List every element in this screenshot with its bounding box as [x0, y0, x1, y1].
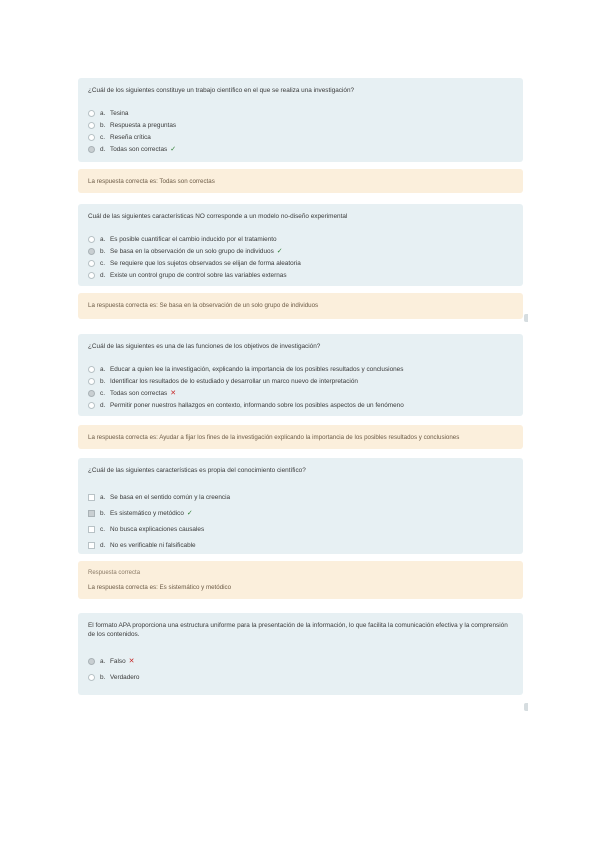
option-letter: b. [100, 247, 106, 255]
option-text: Todas son correctas [110, 389, 168, 397]
radio-button[interactable] [88, 272, 95, 279]
radio-button-selected[interactable] [88, 390, 95, 397]
question-text: ¿Cuál de las siguientes características es propia del conocimiento científico? [88, 467, 306, 474]
answer-option-selected[interactable] [88, 505, 513, 521]
radio-button[interactable] [88, 674, 95, 681]
option-text: Se basa en la observación de un solo grupo de individuos [110, 247, 274, 255]
checkbox[interactable] [88, 494, 95, 501]
answer-options [88, 107, 513, 155]
option-letter: a. [100, 109, 106, 117]
option-letter: b. [100, 673, 106, 681]
scroll-handle[interactable] [524, 703, 528, 711]
option-text: Falso [110, 657, 126, 665]
option-text: Verdadero [110, 673, 140, 681]
checkbox-selected[interactable] [88, 510, 95, 517]
option-text: Tesina [110, 109, 129, 117]
option-text: Permitir poner nuestros hallazgos en contexto, informando sobre los posibles aspectos de un fenómeno [110, 401, 404, 409]
radio-button-selected[interactable] [88, 658, 95, 665]
option-letter: d. [100, 401, 106, 409]
radio-button[interactable] [88, 402, 95, 409]
checkbox[interactable] [88, 526, 95, 533]
answer-option-selected[interactable] [88, 143, 513, 155]
answer-option[interactable] [88, 257, 513, 269]
answer-option[interactable] [88, 131, 513, 143]
option-text: Es posible cuantificar el cambio inducido por el tratamiento [110, 235, 277, 243]
question-text: ¿Cuál de las siguientes es una de las funciones de los objetivos de investigación? [88, 343, 321, 350]
answer-option[interactable] [88, 521, 513, 537]
feedback-text: La respuesta correcta es: Es sistemático y metódico [88, 584, 232, 591]
question-2 [78, 204, 523, 286]
option-text: Respuesta a preguntas [110, 121, 177, 129]
feedback-text: La respuesta correcta es: Todas son correctas [88, 178, 215, 185]
feedback-4 [78, 561, 523, 599]
option-text: Reseña crítica [110, 133, 151, 141]
radio-button[interactable] [88, 122, 95, 129]
option-letter: a. [100, 657, 106, 665]
feedback-text: La respuesta correcta es: Ayudar a fijar los fines de la investigación explicando la importancia de los posibles resultados y conclusiones [88, 434, 460, 441]
option-letter: a. [100, 493, 106, 501]
option-text: Identificar los resultados de lo estudiado y desarrollar un marco nuevo de interpretación [110, 377, 358, 385]
radio-button-selected[interactable] [88, 248, 95, 255]
answer-option[interactable] [88, 107, 513, 119]
answer-option[interactable] [88, 119, 513, 131]
question-text: ¿Cuál de los siguientes constituye un trabajo científico en el que se realiza una investigación? [88, 87, 355, 94]
question-1 [78, 78, 523, 162]
quiz-review [78, 78, 523, 695]
feedback-3 [78, 425, 523, 449]
scroll-handle[interactable] [524, 314, 528, 322]
option-letter: c. [100, 525, 105, 533]
feedback-text: La respuesta correcta es: Se basa en la observación de un solo grupo de individuos [88, 302, 319, 309]
answer-option[interactable] [88, 269, 513, 281]
answer-option[interactable] [88, 489, 513, 505]
checkbox[interactable] [88, 542, 95, 549]
radio-button-selected[interactable] [88, 146, 95, 153]
option-text: Todas son correctas [110, 145, 168, 153]
option-letter: d. [100, 271, 106, 279]
answer-option[interactable] [88, 233, 513, 245]
option-text: Se basa en el sentido común y la creencia [110, 493, 231, 501]
check-icon: ✓ [170, 146, 177, 153]
question-4 [78, 458, 523, 554]
option-text: Se requiere que los sujetos observados se elijan de forma aleatoria [110, 259, 301, 267]
feedback-title: Respuesta correcta [88, 570, 141, 576]
radio-button[interactable] [88, 378, 95, 385]
feedback-1 [78, 169, 523, 193]
option-text: No busca explicaciones causales [110, 525, 205, 533]
radio-button[interactable] [88, 110, 95, 117]
feedback-2 [78, 293, 523, 319]
cross-icon: ✕ [170, 390, 177, 397]
answer-options [88, 363, 513, 411]
option-letter: b. [100, 121, 106, 129]
radio-button[interactable] [88, 236, 95, 243]
option-text: Existe un control grupo de control sobre las variables externas [110, 271, 287, 279]
option-letter: d. [100, 541, 106, 549]
question-text: El formato APA proporciona una estructura uniforme para la presentación de la información, lo que facilita la comunicación efectiva y la comprensión de los contenidos. [88, 622, 508, 638]
option-letter: b. [100, 377, 106, 385]
option-letter: b. [100, 509, 106, 517]
check-icon: ✓ [186, 510, 193, 517]
answer-option[interactable] [88, 537, 513, 553]
radio-button[interactable] [88, 366, 95, 373]
radio-button[interactable] [88, 260, 95, 267]
option-text: Es sistemático y metódico [110, 509, 184, 517]
option-letter: a. [100, 235, 106, 243]
option-letter: d. [100, 145, 106, 153]
answer-options [88, 233, 513, 281]
answer-options [88, 489, 513, 553]
option-letter: c. [100, 259, 105, 267]
answer-option-selected[interactable] [88, 245, 513, 257]
option-letter: c. [100, 133, 105, 141]
check-icon: ✓ [276, 248, 283, 255]
option-text: Educar a quien lee la investigación, explicando la importancia de los posibles resultados y conclusiones [110, 365, 404, 373]
question-text: Cuál de las siguientes características NO corresponde a un modelo no-diseño experimental [88, 213, 348, 220]
answer-options [88, 653, 513, 685]
answer-option[interactable] [88, 375, 513, 387]
option-letter: c. [100, 389, 105, 397]
radio-button[interactable] [88, 134, 95, 141]
option-text: No es verificable ni falsificable [110, 541, 196, 549]
answer-option-selected[interactable] [88, 653, 513, 669]
option-letter: a. [100, 365, 106, 373]
answer-option[interactable] [88, 399, 513, 411]
question-5 [78, 613, 523, 695]
answer-option-selected[interactable] [88, 387, 513, 399]
cross-icon: ✕ [128, 658, 135, 665]
answer-option[interactable] [88, 669, 513, 685]
answer-option[interactable] [88, 363, 513, 375]
question-3 [78, 334, 523, 416]
